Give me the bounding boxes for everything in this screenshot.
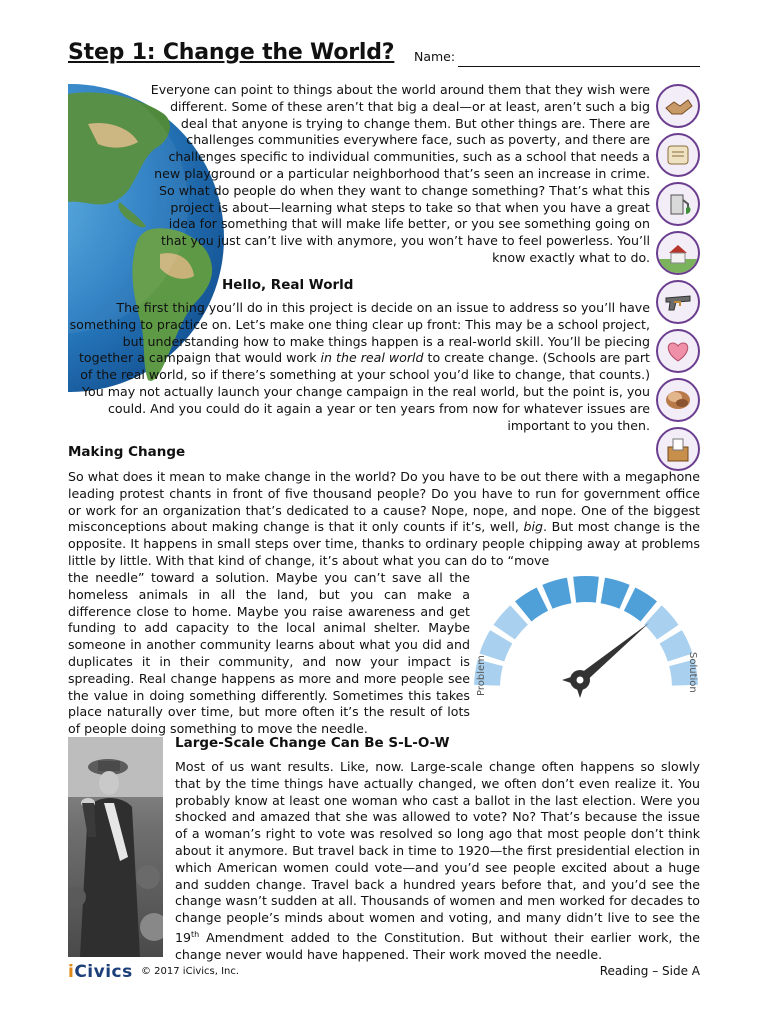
name-field-line[interactable] (458, 66, 700, 67)
slow-sup: th (191, 929, 200, 939)
handshake-icon (656, 84, 700, 128)
large-scale-change-heading: Large-Scale Change Can Be S-L-O-W (175, 735, 450, 751)
hello-text-1: The first thing you’ll do in this project is decide on an issue to address so you’ll have something to practice on. Let’s make one thing clear up front: This may be a school project, but understanding how to make things happen is a real-world skill. You’ll be piecing together a campaign that would work (69, 300, 650, 366)
page-label: Reading – Side A (599, 964, 700, 978)
gauge-right-label: Solution (687, 652, 698, 693)
gauge-segment (601, 578, 630, 609)
making-text-top-rest: . But most change is the opposite. It happens in small steps over time, thanks to ordinary people chipping away at problems little by little. With that kind of change, it’s about what you can do to “move (68, 519, 700, 568)
icivics-logo (68, 962, 133, 982)
making-change-paragraph-top (68, 469, 700, 570)
intro-paragraph: Everyone can point to things about the world around them that they wish were different. Some of these aren’t that big a deal—or at least, aren’t such a big deal that anyone is trying to change them. But other things are. There are challenges communities everywhere face, such as poverty, and there are challenges specific to individual communities, such as a school that needs a new playground or a particular neighborhood that’s seen an increase in crime. So what do people do when they want to change something? That’s what this project is about—learning what steps to take so that when you have a great idea for something that will make life better, or you see something going on that you just can’t live with anymore, you won’t have to feel powerless. You’ll know exactly what to do. (150, 82, 650, 265)
logo-civics: Civics (74, 962, 133, 982)
name-label: Name: (414, 49, 456, 64)
hello-real-world-heading: Hello, Real World (222, 277, 354, 293)
gas-pump-icon (656, 182, 700, 226)
ballot-box-icon (656, 427, 700, 471)
logo-i: i (68, 962, 75, 982)
making-text-1: So what does it mean to make change in the world? Do you have to be out there with a megaphone leading protest chants in front of five thousand people? Do you have to run for government office or work for an organization that’s dedicated to a cause? Nope, nope, and nope. One of the biggest misconceptions about making change is that it only counts if it’s, well, (68, 469, 700, 535)
heart-hands-icon (656, 329, 700, 373)
hello-italic: in the real world (320, 350, 424, 366)
house-icon (656, 231, 700, 275)
stacked-hands-icon (656, 378, 700, 422)
slow-text-1: Most of us want results. Like, now. Large-scale change often happens so slowly that by the time things have actually changed, we often don’t even realize it. You probably know at least one woman who cast a ballot in the last election. Were you shocked and amazed that she was allowed to vote? No? That’s because the issue of a woman’s right to vote was resolved so long ago that most people don’t think about it anymore. But travel back in time to 1920—the first presidential election in which American women could vote—and you’d see people excited about a huge and sudden change. Travel back a hundred years before that, and you’d see the change wasn’t sudden at all. Thousands of women and men worked for decades to change people’s minds about women and voting, and many didn’t live to see the 19 (175, 759, 700, 946)
theme-icon-column (656, 84, 702, 476)
making-change-paragraph-bottom: the needle” toward a solution. Maybe you can’t save all the homeless animals in all the land, but you can make a difference close to home. Maybe you raise awareness and get funding to add capacity to the local animal shelter. Maybe someone in another community learns about what you did and duplicates it in their community, and now your impact is spreading. Real change happens as more and more people see the value in doing something differently. Sometimes this takes place naturally over time, but more often it’s the result of lots of people doing something to move the needle. (68, 570, 470, 737)
hello-real-world-paragraph (68, 300, 650, 434)
scroll-icon (656, 133, 700, 177)
copyright-text: © 2017 iCivics, Inc. (141, 966, 240, 977)
large-scale-change-paragraph (175, 759, 700, 964)
gun-icon (656, 280, 700, 324)
page-title: Step 1: Change the World? (68, 40, 395, 65)
making-italic: big (523, 519, 543, 535)
gauge-segment (573, 576, 599, 603)
gauge-needle (562, 623, 649, 698)
gauge-segment (542, 578, 571, 609)
hello-text-2: to create change. (Schools are part of the real world, so if there’s something at your school you’d like to change, that counts.) You may not actually launch your change campaign in the real world, but the point is, you could. And you could do it again a year or ten years from now for whatever issues are important to you then. (80, 350, 650, 433)
making-change-heading: Making Change (68, 444, 186, 460)
slow-text-2: Amendment added to the Constitution. But without their earlier work, the change never would have happened. Their work moved the needle. (175, 930, 700, 962)
gauge-left-label: Problem (476, 655, 487, 696)
suffragist-photo (68, 737, 163, 957)
problem-solution-gauge (470, 568, 702, 708)
